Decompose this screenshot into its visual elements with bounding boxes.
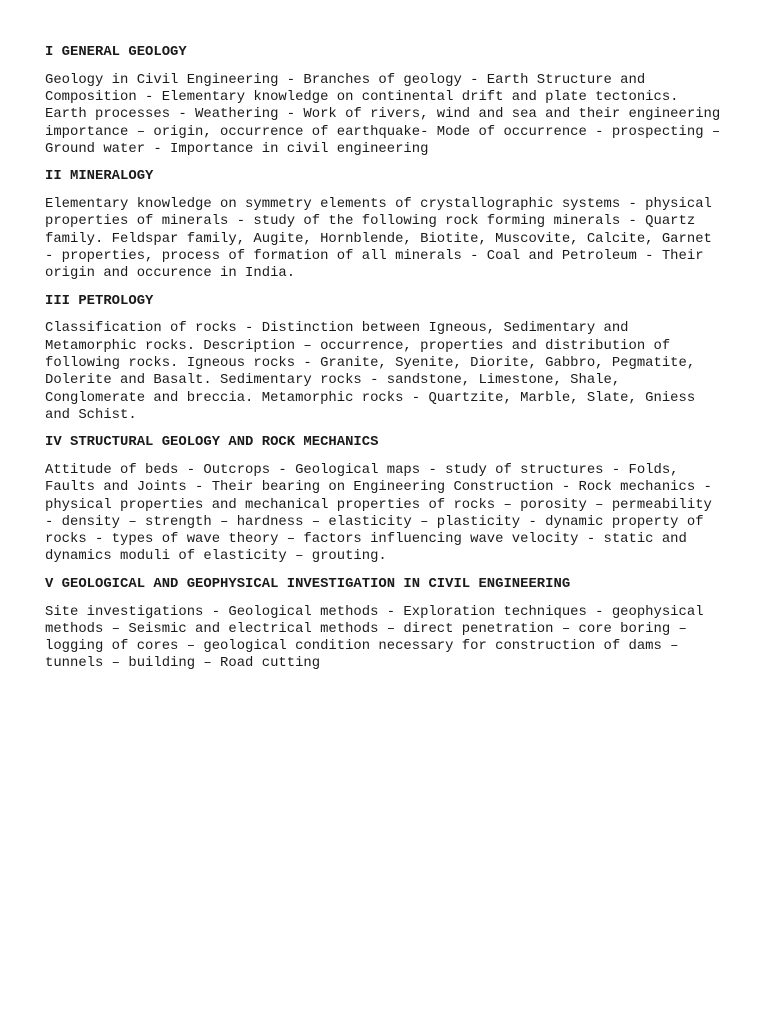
section-structural-geology	[45, 434, 735, 566]
body-line: rocks - types of wave theory – factors influencing wave velocity - static and	[45, 531, 687, 548]
body-line: physical properties and mechanical properties of rocks – porosity – permeability	[45, 496, 712, 513]
body-line: logging of cores – geological condition necessary for construction of dams –	[45, 638, 679, 655]
section-body	[45, 320, 735, 424]
body-line: Ground water - Importance in civil engineering	[45, 140, 429, 157]
section-heading: III PETROLOGY	[45, 292, 154, 309]
body-line: Metamorphic rocks. Description – occurrence, properties and distribution of	[45, 337, 671, 354]
body-line: Classification of rocks - Distinction between Igneous, Sedimentary and	[45, 320, 629, 337]
body-line: family. Feldspar family, Augite, Hornblende, Biotite, Muscovite, Calcite, Garnet	[45, 230, 712, 247]
body-line: Composition - Elementary knowledge on continental drift and plate tectonics.	[45, 89, 679, 106]
body-line: dynamics moduli of elasticity – grouting.	[45, 548, 387, 565]
section-heading: I GENERAL GEOLOGY	[45, 44, 187, 60]
body-line: methods – Seismic and electrical methods – direct penetration – core boring –	[45, 620, 687, 637]
section-body	[45, 196, 735, 282]
section-general-geology	[45, 44, 735, 158]
body-line: importance – origin, occurrence of earthquake- Mode of occurrence - prospecting –	[45, 123, 721, 140]
body-line: Site investigations - Geological methods - Exploration techniques - geophysical	[45, 603, 704, 620]
section-petrology	[45, 293, 735, 425]
body-line: Geology in Civil Engineering - Branches of geology - Earth Structure and	[45, 71, 646, 88]
body-line: Faults and Joints - Their bearing on Engineering Construction - Rock mechanics -	[45, 479, 712, 496]
body-line: Earth processes - Weathering - Work of rivers, wind and sea and their engineering	[45, 106, 721, 123]
body-line: properties of minerals - study of the following rock forming minerals - Quartz	[45, 213, 696, 230]
body-line: origin and occurence in India.	[45, 265, 296, 282]
section-heading: II MINERALOGY	[45, 168, 154, 185]
section-heading: IV STRUCTURAL GEOLOGY AND ROCK MECHANICS	[45, 434, 379, 451]
body-line: - properties, process of formation of all minerals - Coal and Petroleum - Their	[45, 247, 704, 264]
syllabus-document	[45, 44, 735, 683]
section-body	[45, 72, 735, 158]
body-line: following rocks. Igneous rocks - Granite, Syenite, Diorite, Gabbro, Pegmatite,	[45, 354, 696, 371]
section-body	[45, 604, 735, 673]
body-line: and Schist.	[45, 406, 137, 423]
section-body	[45, 462, 735, 566]
body-line: Dolerite and Basalt. Sedimentary rocks - sandstone, Limestone, Shale,	[45, 372, 621, 389]
body-line: Elementary knowledge on symmetry elements of crystallographic systems - physical	[45, 196, 712, 213]
body-line: tunnels – building – Road cutting	[45, 655, 321, 672]
body-line: Attitude of beds - Outcrops - Geological maps - study of structures - Folds,	[45, 461, 679, 478]
body-line: Conglomerate and breccia. Metamorphic rocks - Quartzite, Marble, Slate, Gniess	[45, 389, 696, 406]
section-heading: V GEOLOGICAL AND GEOPHYSICAL INVESTIGATION IN CIVIL ENGINEERING	[45, 575, 571, 592]
section-mineralogy	[45, 168, 735, 282]
body-line: - density – strength – hardness – elasticity – plasticity - dynamic property of	[45, 513, 704, 530]
section-geological-investigation	[45, 576, 735, 673]
